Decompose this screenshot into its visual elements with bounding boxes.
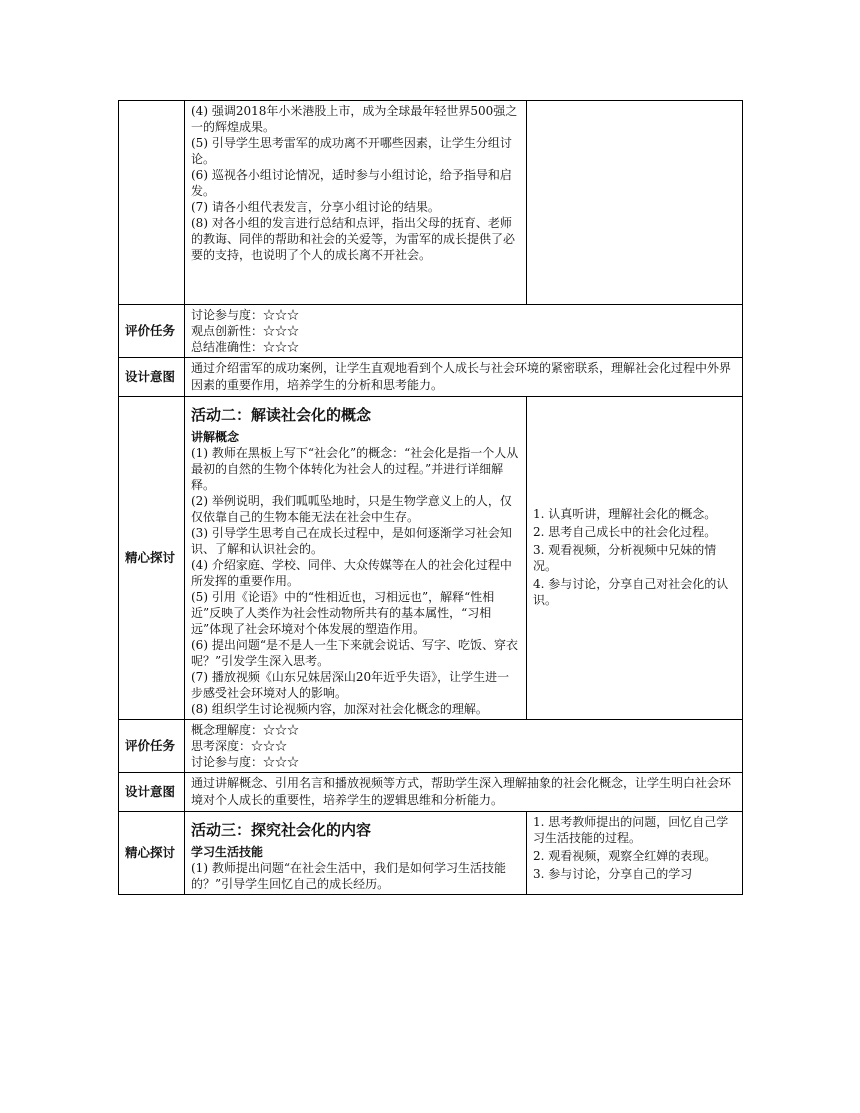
student-step: 1. 思考教师提出的问题，回忆自己学习生活技能的过程。 [533,815,729,845]
teacher-step: (7) 播放视频《山东兄妹居深山20年近乎失语》，让学生进一步感受社会环境对人的影响。 [191,670,510,700]
lesson-plan-table [118,100,743,895]
student-activity-cell [527,101,743,305]
student-step: 3. 观看视频，分析视频中兄妹的情况。 [533,543,717,573]
student-step: 2. 观看视频，观察全红婵的表现。 [533,849,717,863]
evaluation-row [119,305,743,358]
row-label-explore: 精心探讨 [119,397,185,720]
teacher-step: (2) 举例说明，我们呱呱坠地时，只是生物学意义上的人，仅仅依靠自己的生物本能无法在社会中生存。 [191,494,512,524]
student-activity-cell [527,397,743,720]
row-label-evaluation: 评价任务 [119,720,185,773]
teacher-step: (1) 教师在黑板上写下“社会化”的概念：“社会化是指一个人从最初的自然的生物个体转化为社会人的过程。”并进行详细解释。 [191,446,519,492]
teacher-step: (6) 巡视各小组讨论情况，适时参与小组讨论，给予指导和启发。 [191,168,512,198]
design-intent-text: 通过介绍雷军的成功案例，让学生直观地看到个人成长与社会环境的紧密联系，理解社会化过程中外界因素的重要作用，培养学生的分析和思考能力。 [185,358,743,397]
row-label-evaluation: 评价任务 [119,305,185,358]
teacher-step: (1) 教师提出问题“在社会生活中，我们是如何学习生活技能的？”引导学生回忆自己的成长经历。 [191,861,506,891]
design-intent-text: 通过讲解概念、引用名言和播放视频等方式，帮助学生深入理解抽象的社会化概念，让学生明白社会环境对个人成长的重要性，培养学生的逻辑思维和分析能力。 [185,773,743,812]
activity-title: 活动三：探究社会化的内容 [191,821,372,839]
evaluation-item: 概念理解度：☆☆☆ [191,723,300,737]
evaluation-row [119,720,743,773]
teacher-step: (5) 引用《论语》中的“性相近也，习相远也”，解释“性相近”反映了人类作为社会性动物所共有的基本属性，“习相远”体现了社会环境对个体发展的塑造作用。 [191,590,495,636]
activity-title: 活动二：解读社会化的概念 [191,406,372,424]
evaluation-item: 讨论参与度：☆☆☆ [191,308,300,322]
student-step: 3. 参与讨论，分享自己的学习 [533,867,693,881]
teacher-step: (4) 介绍家庭、学校、同伴、大众传媒等在人的社会化过程中所发挥的重要作用。 [191,558,512,588]
activity-two-row [119,397,743,720]
row-label-design: 设计意图 [119,773,185,812]
student-step: 1. 认真听讲，理解社会化的概念。 [533,507,717,521]
teacher-step: (4) 强调2018年小米港股上市，成为全球最年轻世界500强之一的辉煌成果。 [191,104,518,134]
design-intent-row [119,773,743,812]
row-label-explore: 精心探讨 [119,812,185,895]
evaluation-cell [185,305,743,358]
teacher-step: (8) 对各小组的发言进行总结和点评，指出父母的抚育、老师的教诲、同伴的帮助和社会的关爱等，为雷军的成长提供了必要的支持，也说明了个人的成长离不开社会。 [191,216,516,262]
row-label-design: 设计意图 [119,358,185,397]
evaluation-cell [185,720,743,773]
teacher-step: (5) 引导学生思考雷军的成功离不开哪些因素，让学生分组讨论。 [191,136,512,166]
student-activity-cell [527,812,743,895]
activity-one-continued-row [119,101,743,305]
activity-subtitle: 学习生活技能 [191,845,264,859]
teacher-activity-cell [185,101,527,305]
teacher-activity-cell [185,397,527,720]
design-intent-row [119,358,743,397]
teacher-step: (3) 引导学生思考自己在成长过程中，是如何逐渐学习社会知识、了解和认识社会的。 [191,526,512,556]
student-step: 2. 思考自己成长中的社会化过程。 [533,525,717,539]
activity-subtitle: 讲解概念 [191,430,240,444]
activity-three-row [119,812,743,895]
evaluation-item: 思考深度：☆☆☆ [191,739,288,753]
teacher-activity-cell [185,812,527,895]
evaluation-item: 总结准确性：☆☆☆ [191,340,300,354]
row-label-empty [119,101,185,305]
evaluation-item: 讨论参与度：☆☆☆ [191,755,300,769]
teacher-step: (6) 提出问题“是不是人一生下来就会说话、写字、吃饭、穿衣呢？”引发学生深入思考。 [191,638,518,668]
teacher-step: (8) 组织学生讨论视频内容，加深对社会化概念的理解。 [191,702,488,716]
student-step: 4. 参与讨论，分享自己对社会化的认识。 [533,577,729,607]
evaluation-item: 观点创新性：☆☆☆ [191,324,300,338]
teacher-step: (7) 请各小组代表发言，分享小组讨论的结果。 [191,200,440,214]
